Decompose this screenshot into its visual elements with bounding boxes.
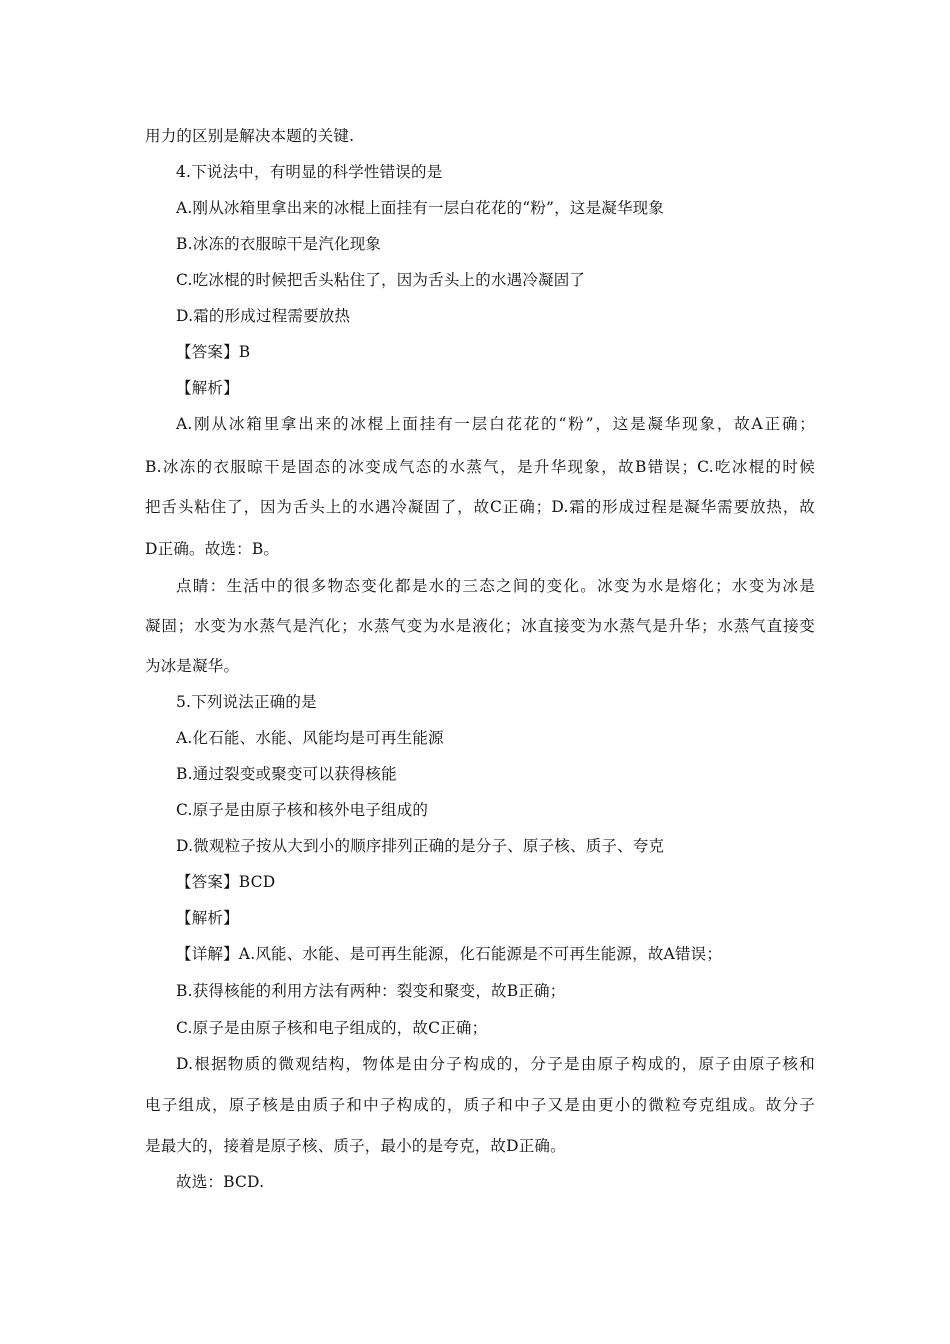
question-4-note-line: 凝固；水变为水蒸气是汽化；水蒸气变为水是液化；冰直接变为水蒸气是升华；水蒸气直接变 [145,617,815,635]
question-5-detail-line: 电子组成，原子核是由质子和中子构成的，质子和中子又是由更小的微粒夸克组成。故分子 [145,1096,815,1114]
question-4-note-line: 为冰是凝华。 [145,657,240,675]
question-4-analysis-line: D正确。故选：B。 [145,540,280,558]
question-5-detail-line: D.根据物质的微观结构，物体是由分子构成的，分子是由原子构成的，原子由原子核和 [176,1055,815,1073]
question-4-option-d: D.霜的形成过程需要放热 [176,307,351,325]
question-4-option-c: C.吃冰棍的时候把舌头粘住了，因为舌头上的水遇冷凝固了 [176,271,586,289]
question-5-stem: 5.下列说法正确的是 [176,693,317,711]
question-5-answer: 【答案】BCD [176,873,276,891]
question-5-conclusion: 故选：BCD. [176,1173,265,1191]
question-4-note-line: 点睛：生活中的很多物态变化都是水的三态之间的变化。冰变为水是熔化；水变为冰是 [176,577,815,595]
question-4-option-a: A.刚从冰箱里拿出来的冰棍上面挂有一层白花花的“粉”，这是凝华现象 [176,199,665,217]
question-4-answer: 【答案】B [176,343,251,361]
question-4-option-b: B.冰冻的衣服晾干是汽化现象 [176,235,382,253]
question-5-detail-line: B.获得核能的利用方法有两种：裂变和聚变，故B正确； [176,982,566,1000]
question-5-detail-line: 【详解】A.风能、水能、是可再生能源，化石能源是不可再生能源，故A错误； [176,945,723,963]
question-5-detail-line: C.原子是由原子核和电子组成的，故C正确； [176,1019,488,1037]
question-4-stem: 4.下说法中，有明显的科学性错误的是 [176,163,443,181]
text-line: 用力的区别是解决本题的关键. [145,127,355,145]
question-5-option-b: B.通过裂变或聚变可以获得核能 [176,765,397,783]
question-5-analysis-heading: 【解析】 [176,909,239,927]
question-4-analysis-heading: 【解析】 [176,379,239,397]
question-5-option-c: C.原子是由原子核和核外电子组成的 [176,801,429,819]
question-4-analysis-line: A.刚从冰箱里拿出来的冰棍上面挂有一层白花花的“粉”，这是凝华现象，故A正确； [176,415,815,433]
question-5-detail-line: 是最大的，接着是原子核、质子，最小的是夸克，故D正确。 [145,1137,566,1155]
question-4-analysis-line: 把舌头粘住了，因为舌头上的水遇冷凝固了，故C正确；D.霜的形成过程是凝华需要放热，故 [145,498,815,516]
question-4-analysis-line: B.冰冻的衣服晾干是固态的冰变成气态的水蒸气，是升华现象，故B错误；C.吃冰棍的时候 [145,458,815,476]
question-5-option-d: D.微观粒子按从大到小的顺序排列正确的是分子、原子核、质子、夸克 [176,837,665,855]
question-5-option-a: A.化石能、水能、风能均是可再生能源 [176,729,444,747]
